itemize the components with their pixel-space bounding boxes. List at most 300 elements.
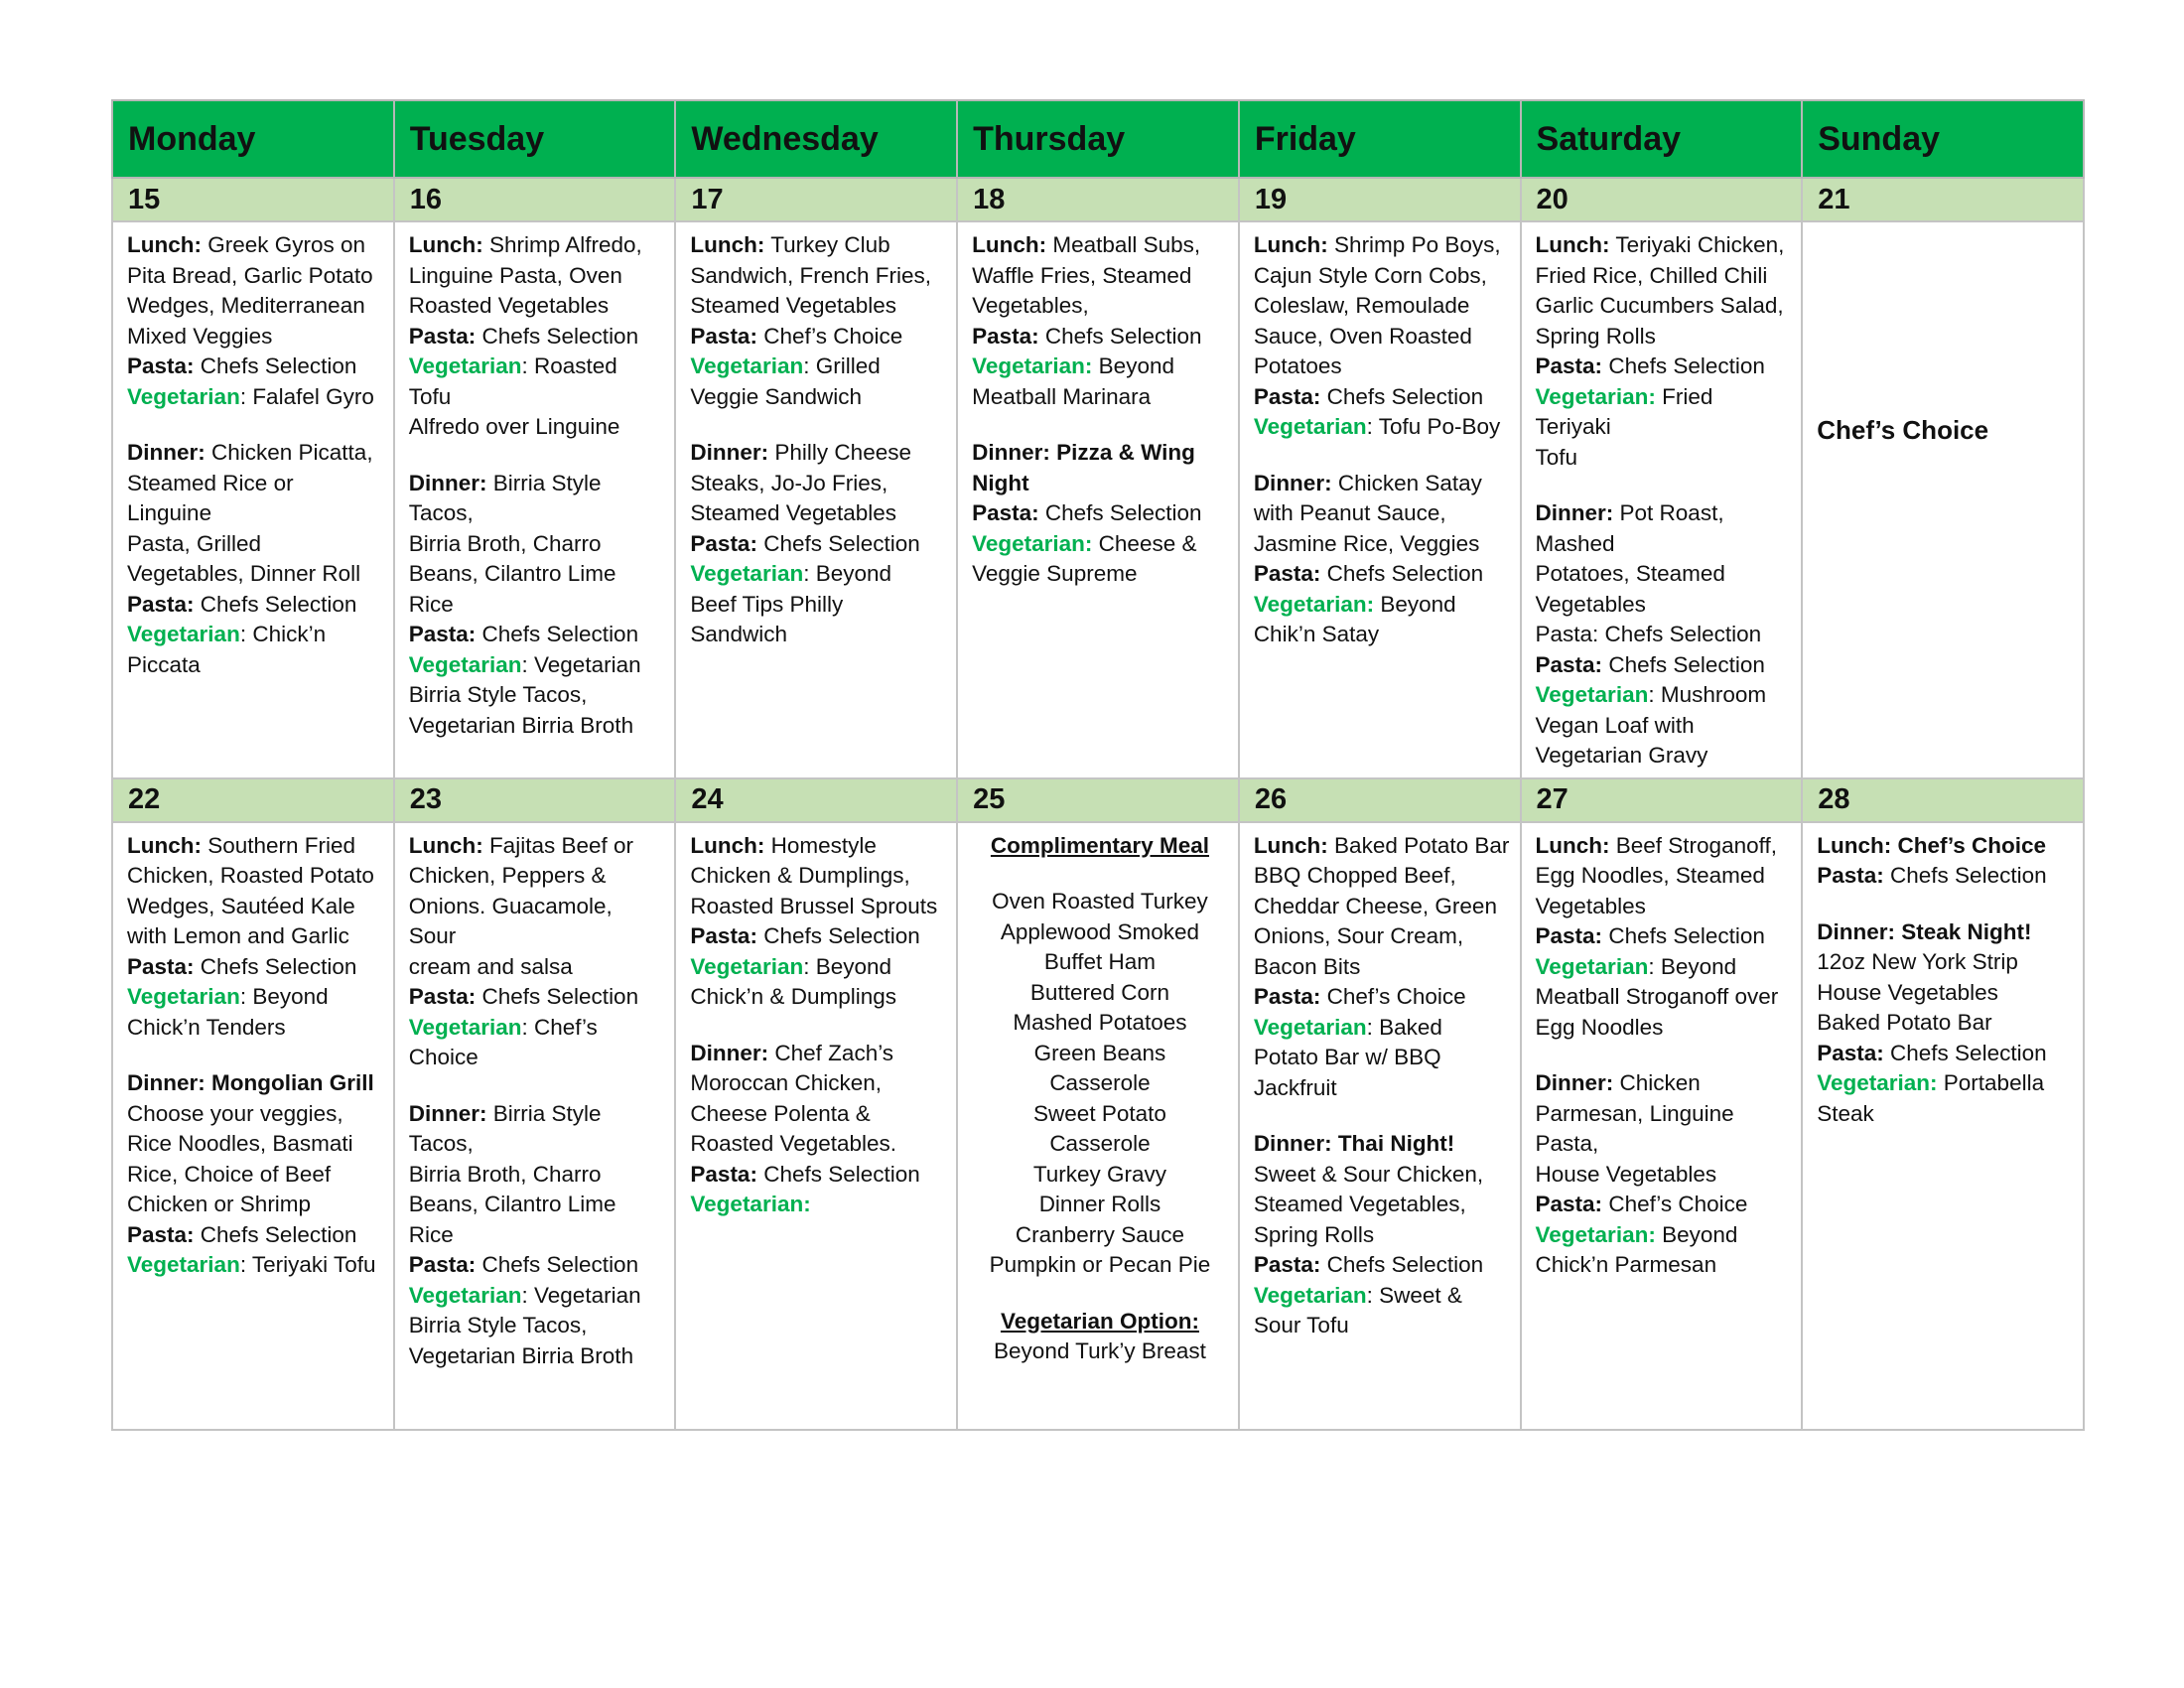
vegetarian-label: Vegetarian [690,953,804,979]
menu-text: Steamed Vegetables, [1253,1192,1466,1216]
menu-line [1536,982,1792,1013]
menu-line [127,1099,383,1130]
menu-line [690,1129,946,1160]
menu-line [1254,469,1510,499]
menu-text: Beans, Cilantro Lime Rice [408,1192,616,1247]
menu-line [409,230,665,261]
day-header-thursday: Thursday [957,100,1239,178]
menu-text: Beans, Cilantro Lime Rice [408,561,616,617]
menu-line [972,947,1228,978]
menu-line [1254,1250,1510,1281]
menu-line [127,831,383,862]
menu-label: Lunch: [1535,832,1610,858]
menu-cell [957,221,1239,778]
menu-text: Vegetarian Gravy [1535,743,1708,768]
menu-cell [1521,221,1803,778]
menu-text: Dinner Rolls [1038,1192,1161,1216]
menu-line [1254,1129,1510,1160]
menu-text: Spring Rolls [1535,323,1656,349]
menu-line [409,711,665,742]
menu-text: Veggie Supreme [972,561,1138,586]
menu-text: Shrimp Alfredo, [482,232,642,257]
menu-line [1536,1013,1792,1044]
vegetarian-label: Vegetarian [690,353,804,378]
menu-text: Garlic Cucumbers Salad, [1535,293,1784,318]
menu-line [1536,322,1792,352]
menu-text: Potatoes [1253,353,1342,378]
menu-line [690,1160,946,1191]
menu-line [972,498,1228,529]
vegetarian-label: Vegetarian: [1535,1221,1656,1247]
menu-label: Pasta: [408,1252,477,1277]
day-header-saturday: Saturday [1521,100,1803,178]
menu-line [690,529,946,560]
menu-line [1254,412,1510,443]
menu-line [1254,291,1510,322]
menu-text: Chefs Selection [756,923,920,948]
menu-line [690,952,946,983]
menu-label: Dinner: [408,1100,487,1126]
menu-line [409,1341,665,1372]
menu-text: : Vegetarian [521,1282,641,1308]
menu-text: Beyond [1655,1221,1738,1247]
vegetarian-label: Vegetarian [127,622,240,646]
vegetarian-label: Vegetarian: [972,530,1093,556]
menu-line [127,861,383,892]
date-cell: 23 [394,778,676,822]
vegetarian-label: Vegetarian [408,353,522,378]
menu-label: Pasta: [1253,1252,1321,1277]
menu-text: Sandwich, French Fries, [690,262,931,288]
menu-text: Rice Noodles, Basmati [127,1131,353,1156]
menu-line [1536,650,1792,681]
menu-text: Chik’n Satay [1253,622,1380,646]
menu-text: Cajun Style Corn Cobs, [1253,262,1487,288]
menu-line [972,291,1228,322]
menu-line [1254,892,1510,922]
menu-line [127,1190,383,1220]
spacer [1536,473,1792,498]
menu-line [972,559,1228,590]
menu-line [1817,1068,2073,1099]
menu-line [409,412,665,443]
menu-text: Egg Noodles, Steamed [1535,863,1765,888]
menu-text: Beyond Turk’y Breast [994,1338,1206,1363]
menu-line [409,559,665,620]
menu-text: Beyond [1374,591,1456,617]
menu-cell [112,221,394,778]
menu-line [127,322,383,352]
menu-line [1254,529,1510,560]
menu-line [1536,680,1792,711]
date-cell: 21 [1802,178,2084,221]
menu-row-week-1 [112,221,2084,778]
day-header-friday: Friday [1239,100,1521,178]
menu-text: cream and salsa [408,953,573,979]
menu-line [1254,352,1510,382]
vegetarian-label: Vegetarian [1253,1014,1367,1040]
menu-line [409,952,665,983]
menu-text: Chicken, Peppers & [408,863,607,888]
menu-line [1536,921,1792,952]
menu-text: : Baked [1366,1014,1442,1040]
menu-line [409,291,665,322]
day-header-wednesday: Wednesday [675,100,957,178]
menu-line [409,892,665,952]
menu-text: Onions, Sour Cream, [1253,923,1464,948]
menu-text: Chef’s Choice [1602,1192,1748,1216]
menu-text: Beef Tips Philly [690,591,844,617]
menu-text: Birria Style Tacos, [408,682,588,707]
menu-text: Cranberry Sauce [1015,1221,1184,1247]
menu-line [409,1013,665,1073]
menu-line [972,469,1228,499]
menu-text: : Tofu Po-Boy [1366,414,1501,439]
menu-label: Dinner: [1535,1070,1614,1095]
menu-text: : Teriyaki Tofu [239,1252,376,1277]
spacer [690,1013,946,1039]
menu-cell [1239,822,1521,1430]
menu-cell [112,822,394,1430]
menu-line [690,230,946,261]
menu-line [1536,382,1792,443]
menu-line [690,322,946,352]
menu-line [1817,1008,2073,1039]
date-cell: 19 [1239,178,1521,221]
menu-line [972,261,1228,292]
menu-text: Steaks, Jo-Jo Fries, [690,470,888,495]
menu-text: : Roasted Tofu [408,353,617,409]
menu-text: Linguine Pasta, Oven [408,262,622,288]
spacer [972,1281,1228,1307]
menu-text: Chefs Selection [194,953,357,979]
menu-text: Chefs Selection [1038,323,1202,349]
menu-label: Pasta: [127,353,195,378]
menu-line [1536,498,1792,559]
menu-line [1254,1160,1510,1191]
menu-text: Steamed Rice or Linguine [127,470,294,525]
menu-text: Beef Stroganoff, [1609,832,1777,858]
menu-text: Choose your veggies, [127,1100,343,1126]
date-cell: 24 [675,778,957,822]
menu-label: Dinner: [127,440,205,465]
weekday-header-row [112,100,2084,178]
menu-text: Chicken & Dumplings, [690,863,910,888]
menu-label: Pasta: [972,500,1039,525]
menu-line [127,261,383,292]
menu-line [127,892,383,922]
menu-line [409,620,665,650]
menu-line [1536,861,1792,892]
menu-line [1536,1099,1792,1160]
menu-text: Birria Style Tacos, [408,1100,602,1156]
menu-label: Dinner: Thai Night! [1253,1131,1455,1156]
menu-text: Chefs Selection [756,530,920,556]
menu-text: Chicken Picatta, [205,440,373,465]
menu-line [972,1190,1228,1220]
vegetarian-label: Vegetarian [1253,1282,1367,1308]
menu-label: Lunch: [1253,232,1328,257]
menu-text: Birria Style Tacos, [408,470,602,525]
spacer [127,412,383,438]
menu-line [127,382,383,413]
menu-label: Dinner: [1253,470,1332,495]
menu-text: : Beyond [803,561,892,586]
menu-line [1536,952,1792,983]
spacer [972,861,1228,887]
menu-line [972,1160,1228,1191]
menu-line [127,590,383,621]
menu-line [1536,590,1792,621]
menu-line [409,1160,665,1191]
menu-text: Birria Style Tacos, [408,1313,588,1337]
menu-text: : Chick’n [239,622,327,646]
menu-text: Baked Potato Bar [1817,1010,1992,1035]
menu-cell [1521,822,1803,1430]
menu-text: Waffle Fries, Steamed [972,262,1192,288]
menu-cell [1802,822,2084,1430]
menu-text: Steamed Vegetables [690,293,897,318]
menu-text: Chefs Selection [1602,353,1765,378]
menu-line [1254,322,1510,352]
menu-text: Chefs Selection [476,1252,639,1277]
menu-text: with Lemon and Garlic [127,923,349,948]
menu-text: Shrimp Po Boys, [1327,232,1501,257]
menu-text: Chefs Selection [194,353,357,378]
menu-line [127,352,383,382]
vegetarian-label: Vegetarian: [1253,591,1375,617]
menu-line [1536,291,1792,322]
menu-text: Chef’s Choice [1320,984,1466,1009]
menu-text: Baked Potato Bar [1327,832,1510,858]
menu-line [409,831,665,862]
menu-text: House Vegetables [1817,979,1998,1005]
menu-text: Chefs Selection [1320,383,1484,409]
menu-text: Vegetables [1535,893,1646,918]
spacer [409,1073,665,1099]
menu-line [690,620,946,650]
menu-line [972,1336,1228,1367]
menu-text: Teriyaki Chicken, [1609,232,1785,257]
menu-text: Pot Roast, Mashed [1535,500,1724,556]
menu-line [1536,261,1792,292]
menu-label: Dinner: [408,470,487,495]
menu-text: Chefs Selection [1883,1040,2047,1065]
day-header-sunday: Sunday [1802,100,2084,178]
menu-text: Bacon Bits [1253,953,1361,979]
menu-text: Chick’n Parmesan [1535,1252,1717,1277]
menu-text: : Beyond [239,984,329,1009]
menu-label: Lunch: [408,832,483,858]
menu-text: Pasta, Grilled [127,530,262,556]
menu-label: Dinner: Pizza & Wing [972,440,1195,465]
menu-line [1536,620,1792,650]
menu-text: Chefs Selection [194,1221,357,1247]
chefs-choice-label: Chef’s Choice [1817,415,1989,445]
menu-line [972,529,1228,560]
vegetarian-label: Vegetarian [408,1014,522,1040]
menu-cell [394,221,676,778]
vegetarian-label: Vegetarian: [690,1192,811,1216]
menu-text: Chefs Selection [194,591,357,617]
menu-line [972,322,1228,352]
menu-label: Pasta: [127,953,195,979]
menu-text: : Falafel Gyro [239,383,374,409]
menu-text: Buttered Corn [1029,979,1169,1005]
menu-cell [675,822,957,1430]
menu-line [409,982,665,1013]
menu-text: Greek Gyros on [201,232,366,257]
menu-text: Rice, Choice of Beef [127,1161,332,1187]
menu-line [409,352,665,412]
menu-line [127,952,383,983]
menu-text: Spring Rolls [1253,1221,1375,1247]
menu-text: Pita Bread, Garlic Potato [127,262,373,288]
menu-line [1817,1099,2073,1130]
menu-cell [1239,221,1521,778]
date-cell: 16 [394,178,676,221]
menu-label: Lunch: [1253,832,1328,858]
menu-text: Fried Teriyaki [1535,383,1713,439]
menu-text: Homestyle [764,832,877,858]
menu-text: Southern Fried [201,832,356,858]
menu-label: Pasta: [690,530,757,556]
menu-line [409,1190,665,1250]
vegetarian-label: Vegetarian [690,561,804,586]
vegetarian-label: Vegetarian [408,651,522,677]
menu-label: Pasta: [1535,1192,1603,1216]
menu-text: Sweet & Sour Chicken, [1253,1161,1484,1187]
menu-label: Pasta: [408,323,477,349]
menu-label: Dinner: Steak Night! [1817,918,2032,944]
menu-line [1254,1220,1510,1251]
menu-line [127,1160,383,1191]
menu-text: Chefs Selection [1602,651,1765,677]
menu-text: Chicken, Roasted Potato [127,863,374,888]
menu-line [409,469,665,529]
spacer [409,443,665,469]
spacer [1254,443,1510,469]
menu-line [1817,1039,2073,1069]
menu-text: Veggie Sandwich [690,383,863,409]
menu-text: Alfredo over Linguine [408,414,620,439]
menu-line [1254,382,1510,413]
menu-text: Chefs Selection [1602,923,1765,948]
menu-line [690,291,946,322]
menu-label: Pasta: [1253,383,1321,409]
menu-line [409,861,665,892]
date-row-week-1 [112,178,2084,221]
menu-line [972,1220,1228,1251]
menu-line [1536,352,1792,382]
menu-line [972,978,1228,1009]
menu-text: Roasted Vegetables [408,293,610,318]
menu-label: Pasta: [1817,1040,1884,1065]
menu-text: BBQ Chopped Beef, [1253,863,1456,888]
menu-line [127,982,383,1013]
menu-text: Portabella [1937,1070,2045,1095]
menu-label: Lunch: [690,232,765,257]
menu-text: Cheese Polenta & [690,1100,871,1126]
menu-line [1254,1043,1510,1073]
menu-line [127,469,383,529]
menu-text: Potatoes, Steamed [1535,561,1725,586]
menu-label: Pasta: [1535,651,1603,677]
menu-line [1536,831,1792,862]
menu-line [127,921,383,952]
menu-text: Roasted Vegetables. [690,1131,897,1156]
menu-line [409,1281,665,1312]
spacer [1817,892,2073,917]
menu-line [1254,831,1510,862]
menu-text: Moroccan Chicken, [690,1070,882,1095]
menu-line [690,1190,946,1220]
menu-text: Mashed Potatoes [1013,1010,1187,1035]
menu-line [972,1008,1228,1039]
menu-line [1817,978,2073,1009]
menu-text: Chefs Selection [476,323,639,349]
menu-label: Pasta: [408,622,477,646]
menu-text: Vegan Loaf with [1535,712,1695,738]
date-cell: 20 [1521,178,1803,221]
menu-line [409,1099,665,1160]
menu-line [972,438,1228,469]
date-cell: 15 [112,178,394,221]
menu-line [1536,1190,1792,1220]
vegetarian-label: Vegetarian [127,984,240,1009]
menu-label: Pasta: [127,1221,195,1247]
menu-line [409,680,665,711]
vegetarian-label: Vegetarian [127,383,240,409]
spacer [972,412,1228,438]
vegetarian-label: Vegetarian: [1535,383,1656,409]
menu-line [409,650,665,681]
menu-label: Pasta: [690,323,757,349]
menu-line [690,831,946,862]
menu-text: Turkey Club [764,232,890,257]
menu-line [972,1099,1228,1130]
menu-text: Chefs Selection [1320,1252,1484,1277]
menu-text: : Vegetarian [521,651,641,677]
menu-text: : Chef’s Choice [408,1014,598,1069]
date-cell: 22 [112,778,394,822]
menu-line [690,892,946,922]
menu-label: Pasta: [972,323,1039,349]
menu-text: Oven Roasted Turkey [992,889,1208,914]
menu-text: Piccata [127,651,201,677]
vegetarian-label: Vegetarian [408,1282,522,1308]
menu-text: : Beyond [1648,953,1737,979]
menu-label: Lunch: Chef’s Choice [1817,832,2047,858]
vegetarian-label: Vegetarian [1253,414,1367,439]
day-header-monday: Monday [112,100,394,178]
menu-text: Meatball Subs, [1046,232,1201,257]
menu-text: Pumpkin or Pecan Pie [989,1252,1211,1277]
menu-line [127,291,383,322]
menu-label: Lunch: [690,832,765,858]
menu-line [690,1068,946,1099]
menu-line [409,1311,665,1341]
menu-label: Pasta: [127,591,195,617]
menu-text: Turkey Gravy [1032,1161,1167,1187]
menu-text: Mixed Veggies [127,323,273,349]
menu-text: Meatball Stroganoff over [1535,984,1779,1009]
menu-label: Complimentary Meal [990,832,1209,858]
menu-line [690,982,946,1013]
menu-line [972,1307,1228,1337]
spacer [1536,1043,1792,1068]
menu-text: Chefs Selection [1038,500,1202,525]
